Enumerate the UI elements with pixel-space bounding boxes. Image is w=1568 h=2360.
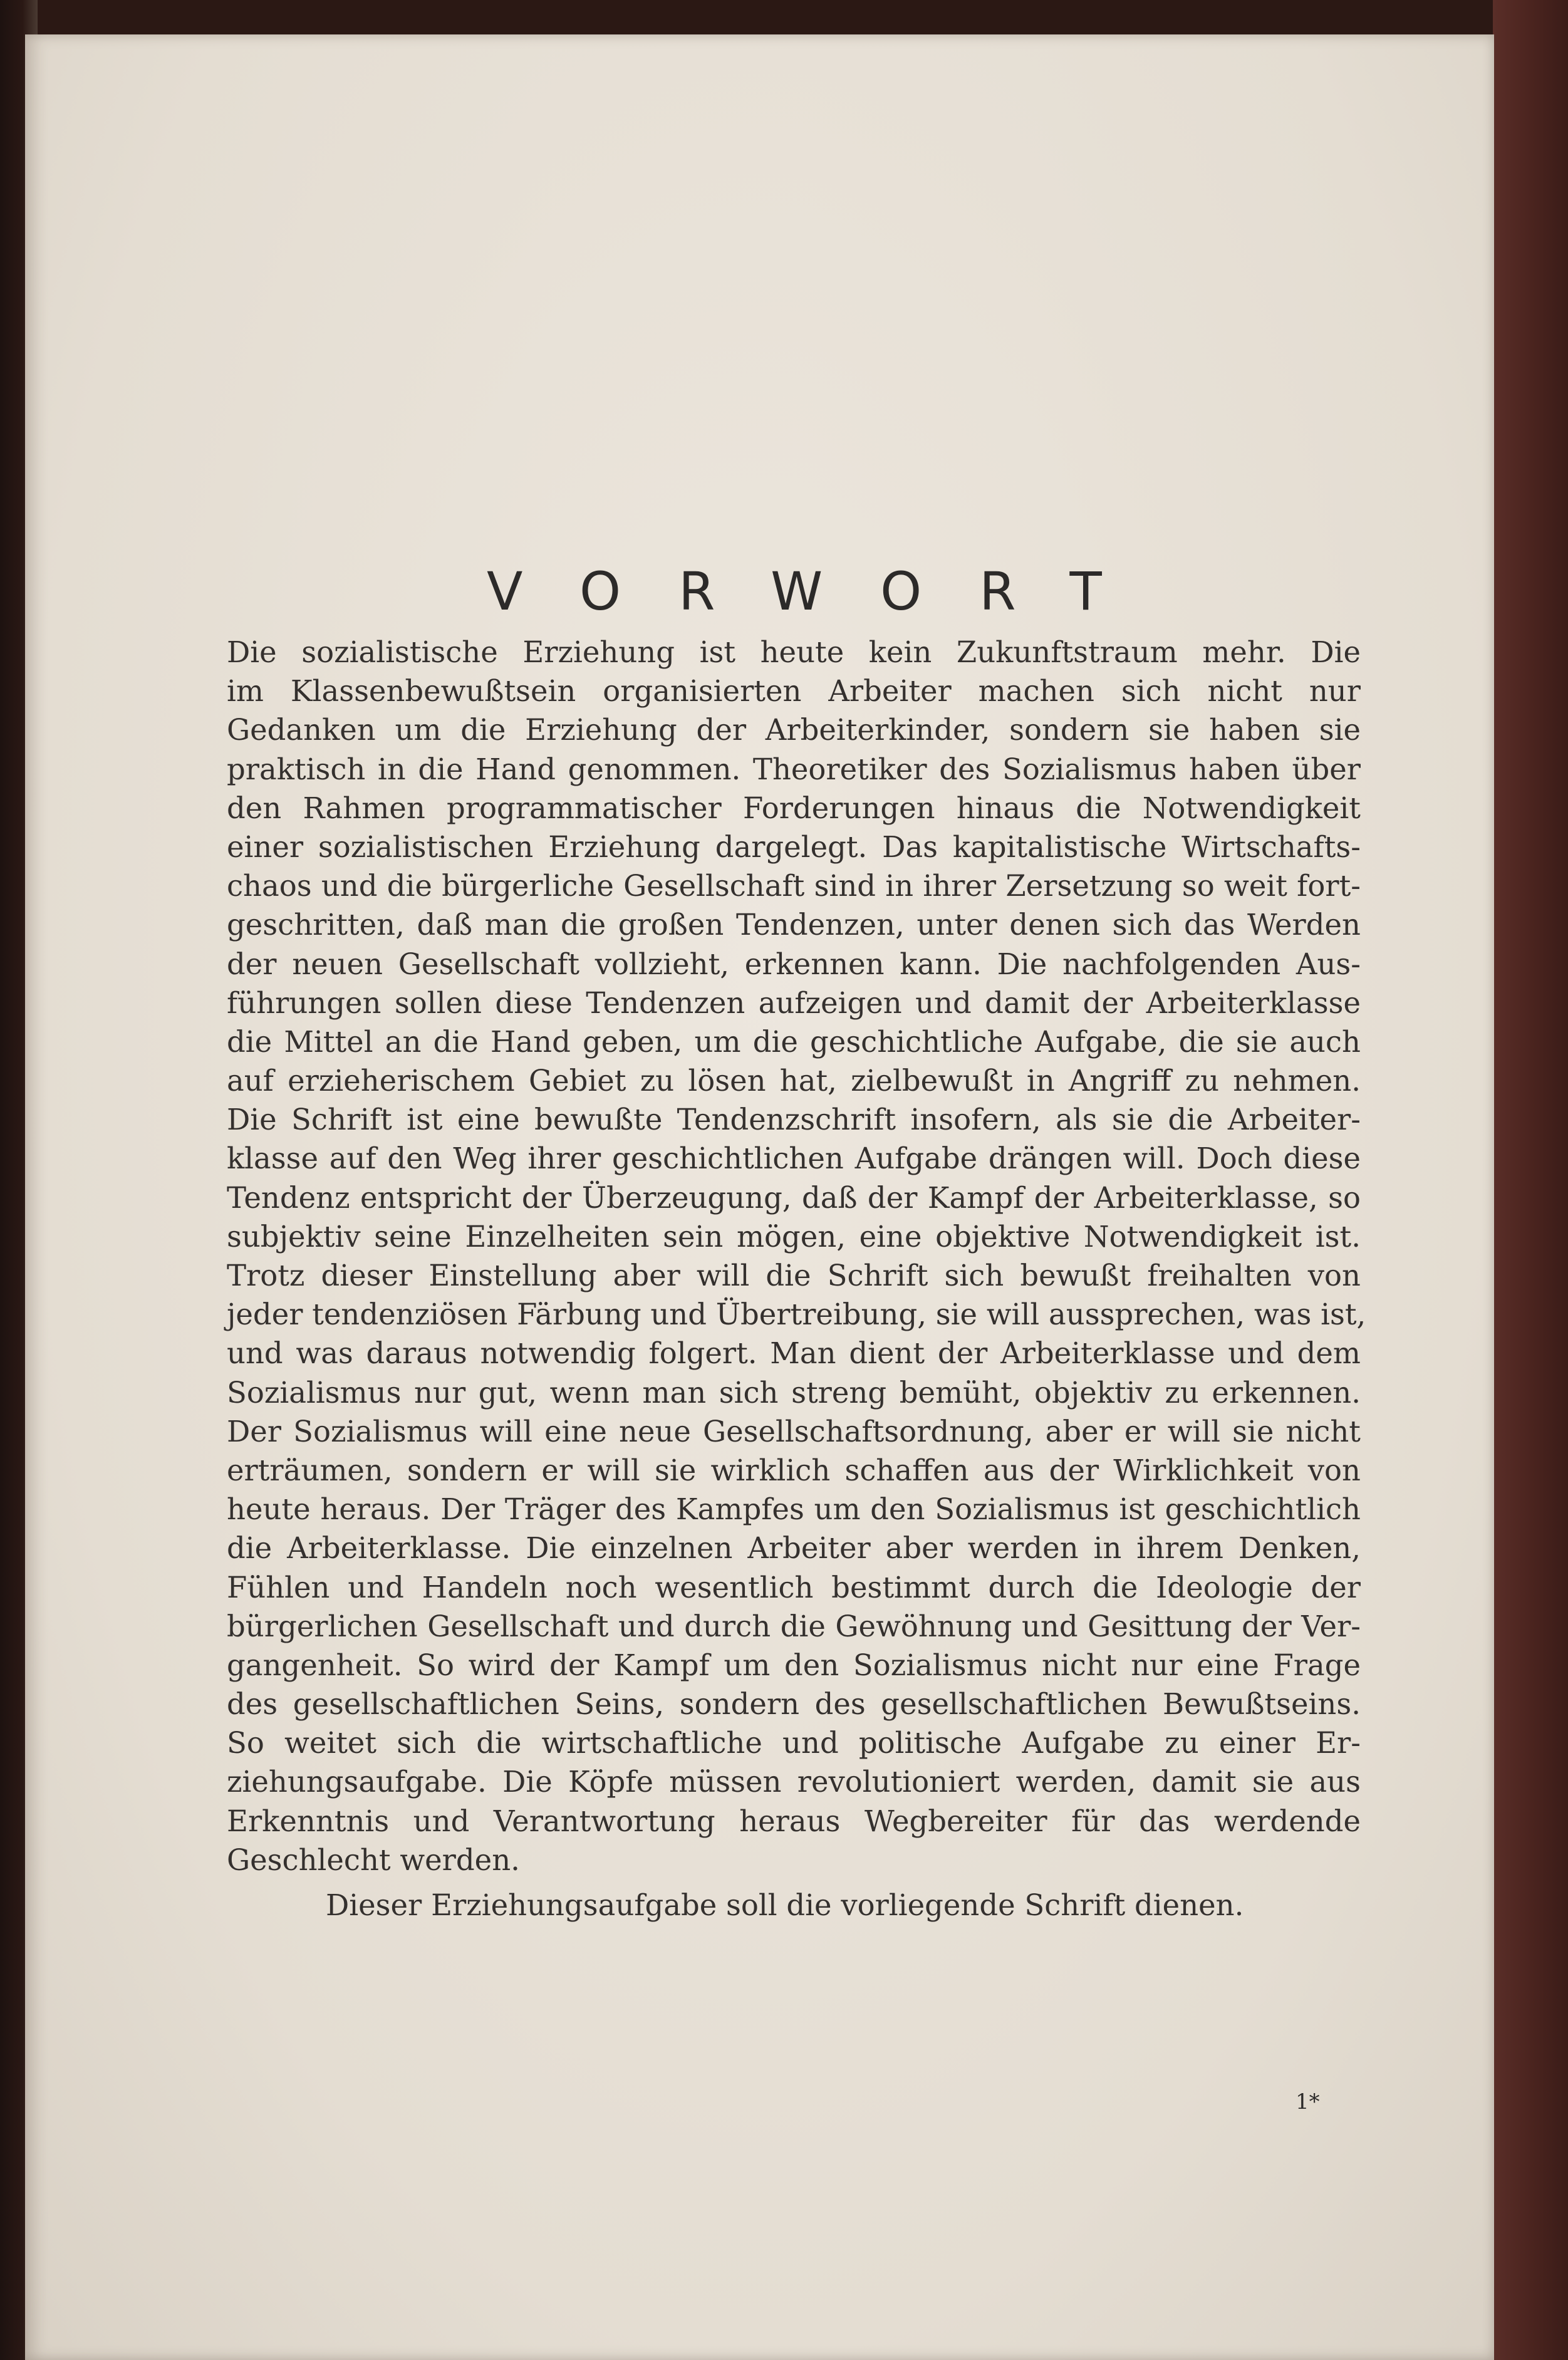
text-line: einer sozialistischen Erziehung dargelegt. Das kapitalistische Wirtschafts-	[227, 829, 1361, 864]
text-line: jeder tendenziösen Färbung und Übertreibung, sie will aussprechen, was ist,	[227, 1297, 1366, 1332]
text-line: klasse auf den Weg ihrer geschichtlichen Aufgabe drängen will. Doch diese	[227, 1141, 1361, 1176]
text-line: Fühlen und Handeln noch wesentlich bestimmt durch die Ideologie der	[227, 1570, 1361, 1604]
text-line: im Klassenbewußtsein organisierten Arbeiter machen sich nicht nur	[227, 674, 1361, 709]
text-line: Erkenntnis und Verantwortung heraus Wegbereiter für das werdende	[227, 1804, 1361, 1838]
text-line: heute heraus. Der Träger des Kampfes um den Sozialismus ist geschichtlich	[227, 1492, 1361, 1527]
page-number: 1*	[1295, 2089, 1320, 2114]
text-line: Der Sozialismus will eine neue Gesellschaftsordnung, aber er will sie nicht	[227, 1414, 1361, 1448]
text-line: subjektiv seine Einzelheiten sein mögen, eine objektive Notwendigkeit ist.	[227, 1219, 1361, 1254]
text-line: So weitet sich die wirtschaftliche und politische Aufgabe zu einer Er-	[227, 1726, 1361, 1760]
text-line: Die sozialistische Erziehung ist heute kein Zukunftstraum mehr. Die	[227, 635, 1361, 669]
text-line: die Mittel an die Hand geben, um die geschichtliche Aufgabe, die sie auch	[227, 1024, 1361, 1059]
text-line: Gedanken um die Erziehung der Arbeiterkinder, sondern sie haben sie	[227, 713, 1361, 747]
text-line: Trotz dieser Einstellung aber will die Schrift sich bewußt freihalten von	[227, 1259, 1361, 1292]
page-title: VORWORT	[487, 561, 1160, 622]
text-line: ziehungsaufgabe. Die Köpfe müssen revolutioniert werden, damit sie aus	[227, 1765, 1361, 1799]
text-line: Die Schrift ist eine bewußte Tendenzschrift insofern, als sie die Arbeiter-	[227, 1103, 1361, 1137]
text-line: Tendenz entspricht der Überzeugung, daß der Kampf der Arbeiterklasse, so	[227, 1180, 1361, 1215]
text-line: führungen sollen diese Tendenzen aufzeigen und damit der Arbeiterklasse	[227, 985, 1361, 1020]
text-line: chaos und die bürgerliche Gesellschaft sind in ihrer Zersetzung so weit fort-	[227, 869, 1361, 903]
text-line: die Arbeiterklasse. Die einzelnen Arbeiter aber werden in ihrem Denken,	[227, 1531, 1361, 1566]
text-line: auf erzieherischem Gebiet zu lösen hat, zielbewußt in Angriff zu nehmen.	[227, 1064, 1361, 1098]
text-line: gangenheit. So wird der Kampf um den Sozialismus nicht nur eine Frage	[227, 1648, 1361, 1682]
book-cover-top-edge	[0, 0, 1568, 38]
text-line: erträumen, sondern er will sie wirklich schaffen aus der Wirklichkeit von	[227, 1453, 1361, 1487]
closing-sentence: Dieser Erziehungsaufgabe soll die vorliegende Schrift dienen.	[326, 1888, 1244, 1922]
text-line: und was daraus notwendig folgert. Man dient der Arbeiterklasse und dem	[227, 1336, 1361, 1371]
text-line: der neuen Gesellschaft vollzieht, erkennen kann. Die nachfolgenden Aus-	[227, 947, 1361, 981]
text-line: des gesellschaftlichen Seins, sondern des gesellschaftlichen Bewußtseins.	[227, 1687, 1361, 1722]
text-line: geschritten, daß man die großen Tendenzen, unter denen sich das Werden	[227, 908, 1361, 942]
text-line: den Rahmen programmatischer Forderungen hinaus die Notwendigkeit	[227, 791, 1361, 825]
book-cover-right-edge	[1493, 0, 1568, 2360]
preface-text	[227, 633, 1366, 1925]
text-line: praktisch in die Hand genommen. Theoretiker des Sozialismus haben über	[227, 752, 1361, 786]
book-page	[25, 34, 1494, 2360]
text-line: Sozialismus nur gut, wenn man sich streng bemüht, objektiv zu erkennen.	[227, 1375, 1361, 1410]
text-line: bürgerlichen Gesellschaft und durch die Gewöhnung und Gesittung der Ver-	[227, 1609, 1361, 1643]
text-line: Geschlecht werden.	[227, 1843, 520, 1877]
